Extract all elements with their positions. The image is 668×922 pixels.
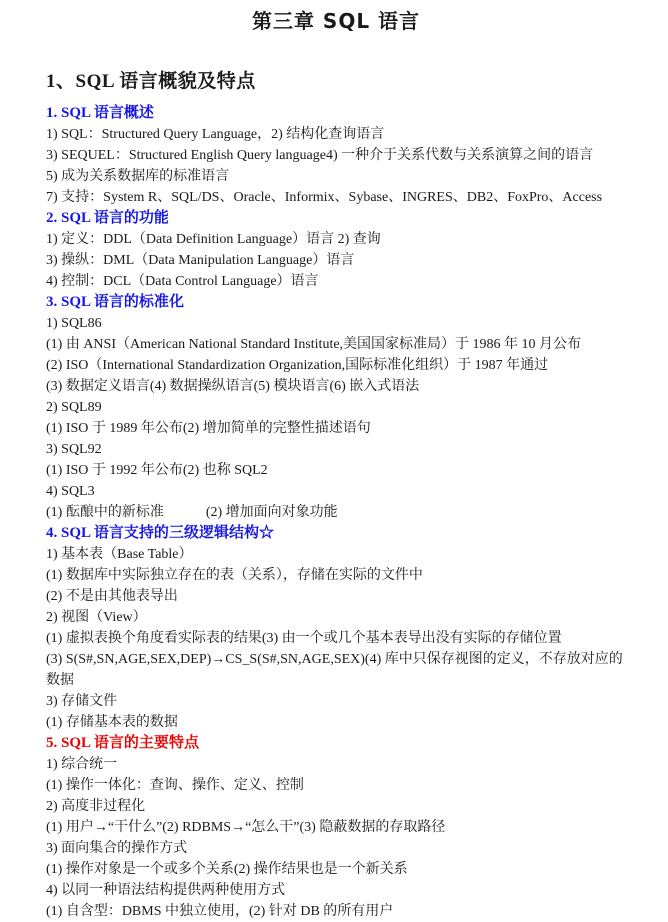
doc-line: 3) 操纵：DML（Data Manipulation Language）语言 [46, 253, 355, 268]
doc-line: 1) 定义：DDL（Data Definition Language）语言 2) 查询 [46, 232, 381, 247]
doc-line: (2) ISO（International Standardization Organization,国际标准化组织）于 1987 年通过 [46, 358, 549, 373]
chapter-title: 第三章 SQL 语言 [251, 9, 421, 33]
doc-line: 4) SQL3 [46, 484, 95, 499]
doc-line: 1) 综合统一 [46, 757, 118, 772]
doc-subheading-blue: 4. SQL 语言支持的三级逻辑结构☆ [46, 525, 274, 541]
doc-line: (1) 操作一体化：查询、操作、定义、控制 [46, 778, 304, 793]
doc-line: 5) 成为关系数据库的标准语言 [46, 169, 230, 184]
doc-subheading-blue: 3. SQL 语言的标准化 [46, 294, 184, 310]
doc-line: (1) 用户→“干什么”(2) RDBMS→“怎么干”(3) 隐蔽数据的存取路径 [46, 820, 446, 835]
doc-line: (1) 操作对象是一个或多个关系(2) 操作结果也是一个新关系 [46, 862, 408, 877]
doc-line: 1) SQL：Structured Query Language，2) 结构化查询语言 [46, 127, 385, 142]
doc-line: (1) ISO 于 1989 年公布(2) 增加简单的完整性描述语句 [46, 421, 371, 436]
doc-subheading-blue: 2. SQL 语言的功能 [46, 210, 169, 226]
doc-line: 3) 面向集合的操作方式 [46, 841, 188, 856]
doc-line: 1) SQL86 [46, 316, 102, 331]
doc-line: 4) 以同一种语法结构提供两种使用方式 [46, 883, 286, 898]
doc-subheading-red: 5. SQL 语言的主要特点 [46, 735, 199, 751]
doc-line: (1) 由 ANSI（American National Standard Institute,美国国家标准局）于 1986 年 10 月公布 [46, 337, 582, 352]
doc-line: (1) 虚拟表换个角度看实际表的结果(3) 由一个或几个基本表导出没有实际的存储位置 [46, 631, 562, 646]
doc-line: 3) SQL92 [46, 442, 102, 457]
document-lines [46, 103, 626, 922]
doc-line: 1) 基本表（Base Table） [46, 547, 193, 562]
doc-line: (1) 存储基本表的数据 [46, 715, 178, 730]
doc-line: (2) 不是由其他表导出 [46, 589, 178, 604]
doc-subheading-blue: 1. SQL 语言概述 [46, 105, 154, 121]
doc-line: (3) 数据定义语言(4) 数据操纵语言(5) 模块语言(6) 嵌入式语法 [46, 379, 420, 394]
doc-line: 2) 视图（View） [46, 610, 147, 625]
doc-line: 3) SEQUEL：Structured English Query language4) 一种介于关系代数与关系演算之间的语言 [46, 148, 594, 163]
doc-line: 2) 高度非过程化 [46, 799, 146, 814]
doc-line: 7) 支持：System R、SQL/DS、Oracle、Informix、Sybase、INGRES、DB2、FoxPro、Access [46, 190, 603, 205]
doc-line: 2) SQL89 [46, 400, 102, 415]
doc-line: (1) 自含型：DBMS 中独立使用，(2) 针对 DB 的所有用户 [46, 904, 394, 919]
doc-line: (3) S(S#,SN,AGE,SEX,DEP)→CS_S(S#,SN,AGE,SEX)(4) 库中只保存视图的定义，不存放对应的数据 [46, 652, 623, 688]
doc-line: (1) ISO 于 1992 年公布(2) 也称 SQL2 [46, 463, 268, 478]
doc-line: (1) 酝酿中的新标准 (2) 增加面向对象功能 [46, 505, 338, 520]
doc-line: (1) 数据库中实际独立存在的表（关系），存储在实际的文件中 [46, 568, 423, 583]
doc-line: 3) 存储文件 [46, 694, 118, 709]
doc-line: 4) 控制：DCL（Data Control Language）语言 [46, 274, 319, 289]
section-heading: 1、SQL 语言概貌及特点 [46, 71, 256, 92]
